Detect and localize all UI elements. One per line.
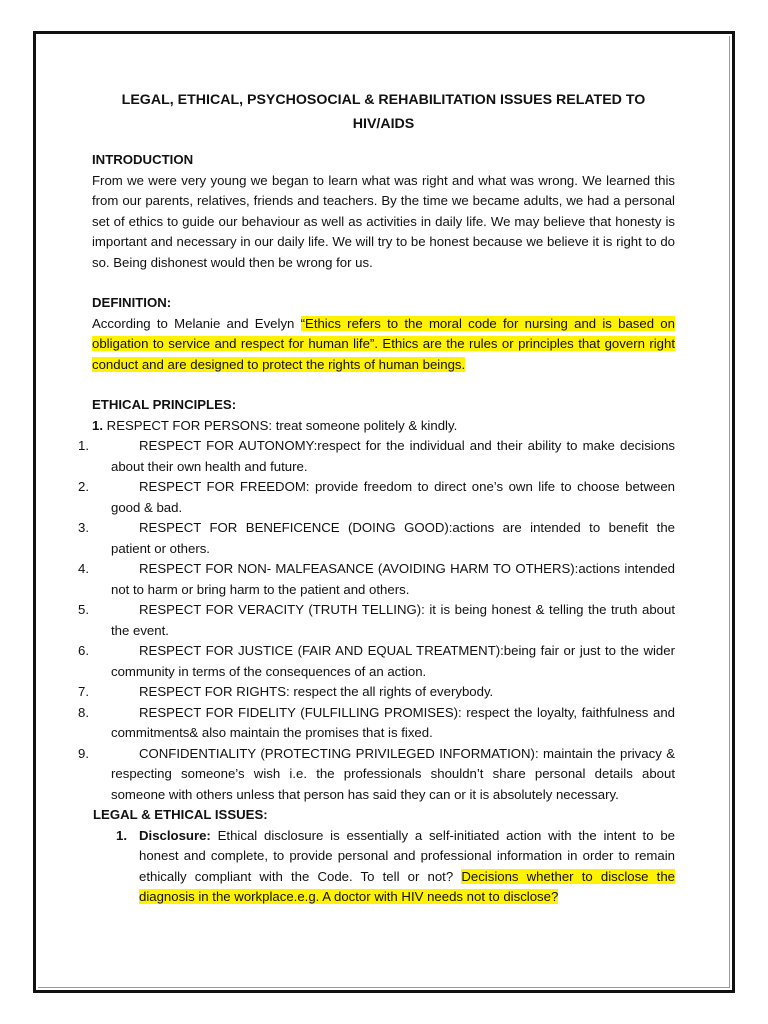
list-item-number: 5. (78, 602, 89, 617)
list-item-number: 8. (78, 704, 89, 720)
list-item-number: 4. (78, 561, 89, 576)
disclosure-term: Disclosure: (139, 827, 211, 843)
list-item-number: 1. (78, 438, 89, 453)
disclosure-text: Ethical disclosure is essentially a self-initiated action with the intent to be honest and complete, to provide personal and professional information in order to remain ethically compliant with the Code. To tell or not? (139, 827, 675, 884)
list-item-number: 1. (116, 827, 127, 843)
list-item-text: RESPECT FOR BENEFICENCE (DOING GOOD):actions are intended to benefit the patient or others. (111, 520, 675, 556)
list-item (78, 518, 675, 559)
introduction-paragraph: From we were very young we began to learn what was right and what was wrong. We learned this from our parents, relatives, friends and teachers. By the time we became adults, we had a personal set of ethics to guide our behaviour as well as activities in daily life. We may believe that honesty is important and necessary in our daily life. We will try to be honest because we believe it is right to do so. Being dishonest would then be wrong for us. (92, 172, 675, 270)
list-item (78, 744, 675, 806)
list-item-text: RESPECT FOR NON- MALFEASANCE (AVOIDING HARM TO OTHERS):actions intended not to harm or bring harm to the patient and others. (111, 561, 675, 597)
list-item-text: RESPECT FOR VERACITY (TRUTH TELLING): it is being honest & telling the truth about the event. (111, 602, 675, 638)
spacer (92, 375, 675, 395)
list-item-text: CONFIDENTIALITY (PROTECTING PRIVILEGED INFORMATION): maintain the privacy & respecting someone’s wish i.e. the professionals shouldn’t share personal details about someone with others unless that person has said they can or it is absolutely necessary. (111, 745, 675, 802)
list-item (78, 600, 675, 641)
ethical-principles-first-item (92, 416, 675, 437)
list-item (78, 436, 675, 477)
list-item (78, 703, 675, 744)
list-item-text: RESPECT FOR FIDELITY (FULFILLING PROMISES): respect the loyalty, faithfulness and commitments& also maintain the promises that is fixed. (111, 704, 675, 740)
list-item (116, 826, 675, 908)
definition-highlight: “Ethics refers to the moral code for nursing and is based on obligation to service and respect for human life”. Ethics are the rules or principles that govern right conduct and are designed to protect the rights of human beings. (92, 315, 675, 372)
list-item-number: 9. (78, 745, 89, 761)
list-item-text: RESPECT FOR JUSTICE (FAIR AND EQUAL TREATMENT):being fair or just to the wider community in terms of the consequences of an action. (111, 643, 675, 679)
list-item-number: 7. (78, 684, 89, 699)
list-item-number: 2. (78, 479, 89, 494)
disclosure-highlight: Decisions whether to disclose the diagnosis in the workplace.e.g. A doctor with HIV needs not to disclose? (139, 868, 675, 904)
definition-paragraph (92, 314, 675, 376)
spacer (92, 273, 675, 293)
list-item (78, 641, 675, 682)
document-body (78, 88, 675, 908)
definition-prefix: According to Melanie and Evelyn (92, 315, 301, 331)
list-item-text: RESPECT FOR FREEDOM: provide freedom to direct one’s own life to choose between good & bad. (111, 479, 675, 515)
list-item (78, 559, 675, 600)
list-item-number: 6. (78, 643, 89, 658)
list-item (78, 477, 675, 518)
list-item-text: RESPECT FOR AUTONOMY:respect for the individual and their ability to make decisions about their own health and future. (111, 438, 675, 474)
introduction-heading: INTRODUCTION (92, 152, 194, 167)
list-item (78, 682, 675, 703)
ethical-principles-list (78, 436, 675, 805)
list-item-text: RESPECT FOR RIGHTS: respect the all rights of everybody. (139, 684, 494, 699)
definition-heading: DEFINITION: (92, 295, 172, 310)
legal-ethical-issues-heading: LEGAL & ETHICAL ISSUES: (93, 807, 268, 822)
ethical-principles-heading: ETHICAL PRINCIPLES: (92, 397, 237, 412)
document-title: LEGAL, ETHICAL, PSYCHOSOCIAL & REHABILITATION ISSUES RELATED TO HIV/AIDS (121, 92, 646, 132)
list-item-text (139, 826, 675, 908)
first-item-number: 1. (92, 417, 103, 433)
list-item-number: 3. (78, 520, 89, 535)
first-item-text: RESPECT FOR PERSONS: treat someone politely & kindly. (106, 417, 458, 433)
legal-ethical-issues-list (116, 826, 675, 908)
